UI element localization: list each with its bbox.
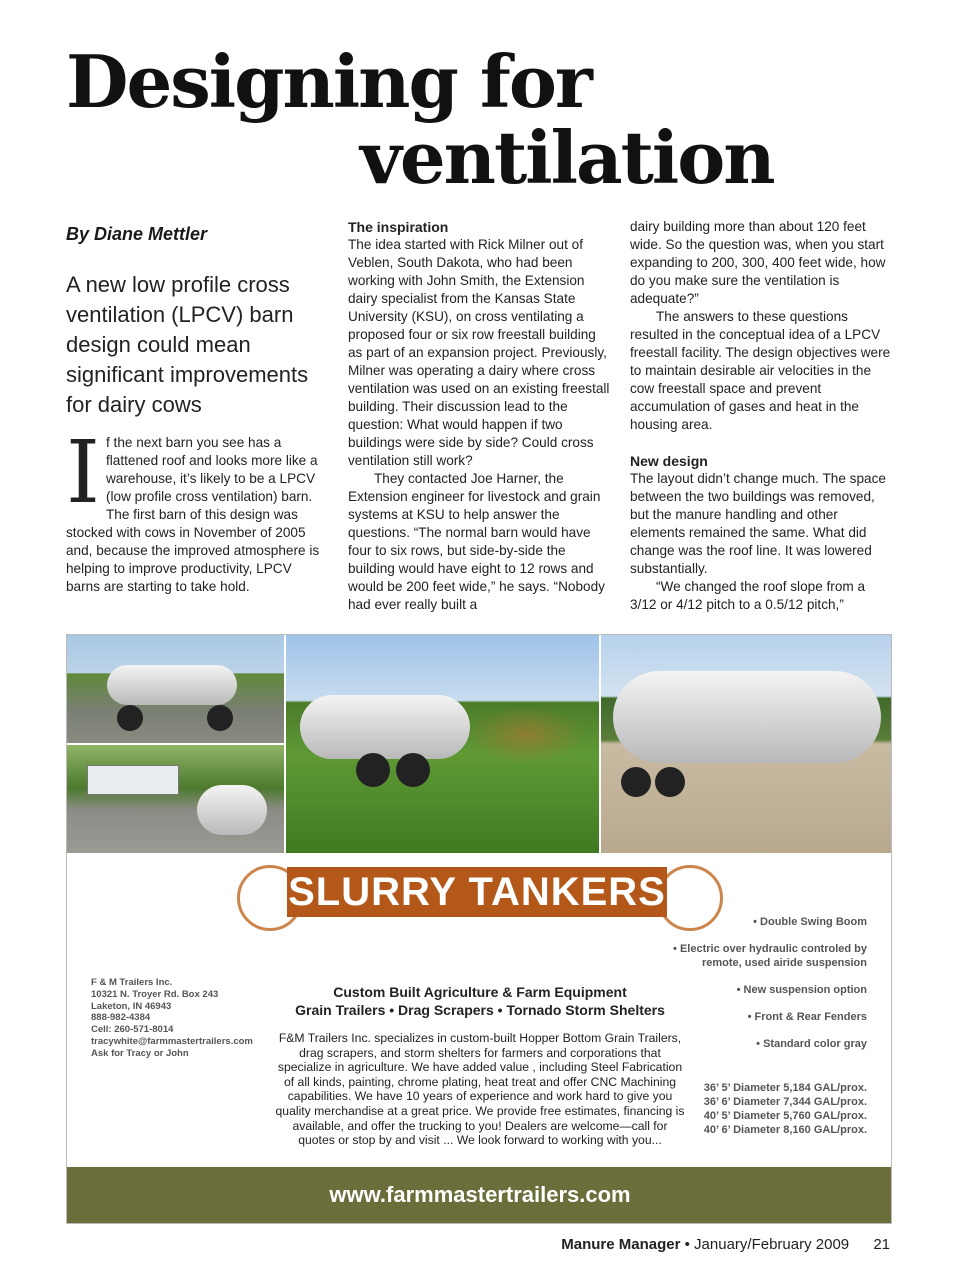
column-2 (348, 218, 612, 614)
body-paragraph: The idea started with Rick Milner out of Veblen, South Dakota, who had been working with John Smith, the Extension dairy specialist from the Kansas State University (KSU), on cross ventilating a proposed four or six row freestall building as part of an expansion project. Previously, Milner was operating a dairy where cross ventilation was used on an existing freestall building. Their discussion lead to the question: What would happen if two buildings were side by side? Could cross ventilation still work? (348, 237, 610, 468)
drop-cap: I (66, 423, 100, 523)
tagline-line-1: Custom Built Agriculture & Farm Equipment (333, 984, 627, 1000)
slurry-tanker-photo (601, 635, 892, 853)
contact-line: F & M Trailers Inc. (91, 977, 173, 988)
article-title (66, 39, 774, 200)
feature-item: • Double Swing Boom (753, 916, 867, 928)
inspiration-heading: The inspiration (348, 219, 449, 235)
title-line-2: ventilation (360, 115, 774, 200)
feature-list (647, 915, 867, 1064)
byline: By Diane Mettler (66, 224, 208, 244)
feature-item: • New suspension option (736, 984, 867, 996)
column-3 (630, 218, 894, 614)
spec-line: 36’ 5’ Diameter 5,184 GAL/prox. (703, 1082, 867, 1094)
contact-line: Cell: 260-571-8014 (91, 1024, 174, 1036)
ad-tagline (263, 983, 697, 1019)
body-paragraph: dairy building more than about 120 feet wide. So the question was, when you start expanding to 200, 300, 400 feet wide, how do you make sure the ventilation is adequate?” (630, 219, 886, 306)
new-design-heading: New design (630, 453, 708, 469)
ad-headline: SLURRY TANKERS (287, 867, 667, 917)
tank-specs (704, 1081, 867, 1137)
contact-line: Ask for Tracy or John (91, 1047, 189, 1059)
body-paragraph: They contacted Joe Harner, the Extension engineer for livestock and grain systems at KSU to help answer the questions. “The normal barn would have four to six rows, but side-by-side the building would have eight to 12 rows and would be 200 feet wide,” he says. “Nobody had ever really built a (348, 471, 605, 612)
feature-item: • Front & Rear Fenders (747, 1011, 867, 1023)
contact-email[interactable]: tracywhite@farmmastertrailers.com (91, 1035, 253, 1047)
deck-subheading: A new low profile cross ventilation (LPCV) barn design could mean significant improvements for dairy cows (66, 272, 309, 417)
contact-info (91, 977, 253, 1060)
page-number: 21 (873, 1236, 890, 1253)
website-link[interactable]: www.farmmastertrailers.com (67, 1167, 892, 1223)
body-paragraph: The layout didn’t change much. The space between the two buildings was removed, but the manure handling and other elements remained the same. What did change was the roof line. It was lowered substantially. (630, 471, 886, 576)
body-paragraph: “We changed the roof slope from a 3/12 or 4/12 pitch to a 0.5/12 pitch,” (630, 579, 866, 612)
contact-line: Laketon, IN 46943 (91, 1000, 172, 1012)
title-line-1: Designing for (66, 39, 591, 124)
spec-line: 40’ 5’ Diameter 5,760 GAL/prox. (703, 1110, 867, 1122)
column-1 (66, 423, 328, 596)
tanker-truck-photo (67, 635, 284, 743)
body-paragraph: The answers to these questions resulted in the conceptual idea of a LPCV freestall facility. The design objectives were to maintain desirable air velocities in the cow freestall space and prevent accumulation of gases and heat in the housing area. (630, 309, 891, 432)
feature-item: • Electric over hydraulic controled by remote, used airide suspension (673, 943, 867, 969)
issue-date: January/February 2009 (694, 1236, 850, 1253)
advertisement[interactable] (66, 634, 892, 1224)
feature-item: • Standard color gray (756, 1038, 867, 1050)
contact-line: 10321 N. Troyer Rd. Box 243 (91, 988, 219, 1000)
magazine-name: Manure Manager (561, 1236, 681, 1253)
intro-paragraph: f the next barn you see has a flattened roof and looks more like a warehouse, it’s likely to be a LPCV (low profile cross ventilation) barn. The first barn of this design was stocked with cows in November of 2005 and, because the improved atmosphere is helping to improve productivity, LPCV barns are starting to take hold. (66, 435, 320, 594)
spec-line: 36’ 6’ Diameter 7,344 GAL/prox. (703, 1096, 867, 1108)
trailer-photo (67, 745, 284, 853)
page-footer: Manure Manager • January/February 2009 21 (561, 1236, 890, 1253)
contact-line: 888-982-4384 (91, 1012, 151, 1024)
ad-body-text: F&M Trailers Inc. specializes in custom-built Hopper Bottom Grain Trailers, drag scrapers, and storm shelters for farmers and corporations that specialize in agriculture. We have added value , including Steel Fabrication of all kinds, painting, chrome plating, heat treat and offer CNC Machining capabilities. We have 10 years of experience and work hard to give you quality merchandise at a great price. We provide free estimates, financing is available, and offer the trucking to you! Dealers are welcome—call for quotes or stop by and visit ... We look forward to working with you... (275, 1031, 685, 1148)
tagline-line-2: Grain Trailers • Drag Scrapers • Tornado Storm Shelters (295, 1002, 665, 1018)
spreading-tanker-photo (286, 635, 599, 853)
spec-line: 40’ 6’ Diameter 8,160 GAL/prox. (703, 1124, 867, 1136)
